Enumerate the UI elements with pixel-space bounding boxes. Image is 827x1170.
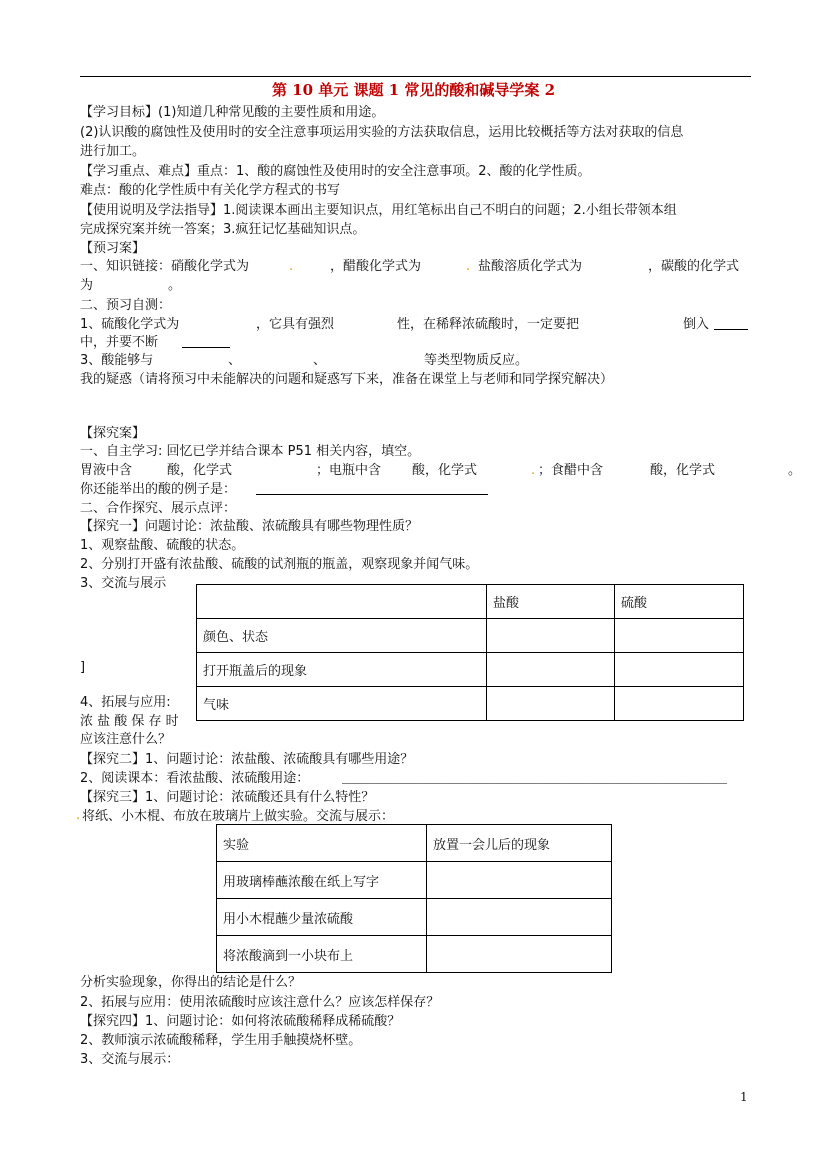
goal-line-1: 【学习目标】(1)知道几种常见酸的主要性质和用途。: [80, 105, 385, 120]
bracket-mark: ]: [80, 660, 86, 675]
goal-line-3: 进行加工。: [80, 144, 146, 159]
q1-pour-blank[interactable]: [714, 316, 748, 330]
q1-stir-label: 中，并要不断: [80, 335, 159, 350]
extension-line-2: 浓 盐 酸 保 存 时: [80, 714, 179, 729]
table-row-label: 将浓酸滴到一小块布上: [217, 936, 427, 973]
link-label-carbonic: ，碳酸的化学式: [648, 259, 740, 274]
table-row-label: 用小木棍蘸少量浓硫酸: [217, 899, 427, 936]
vinegar-label: ；食醋中含: [538, 463, 604, 478]
gastric-formula-label: 酸，化学式: [167, 463, 233, 478]
explore2-heading: 【探究二】1、问题讨论：浓盐酸、浓硫酸具有哪些用途？: [80, 752, 414, 767]
physical-properties-table: [196, 584, 744, 721]
q1-dilute-label: 性，在稀释浓硫酸时，一定要把: [397, 317, 580, 332]
analyze-line: 分析实验现象，你得出的结论是什么？: [80, 975, 302, 990]
table-cell[interactable]: [427, 936, 612, 973]
difficulty-line: 难点：酸的化学性质中有关化学方程式的书写: [80, 183, 341, 198]
self-study-line: 一、自主学习: 回忆已学并结合课本 P51 相关内容，填空。: [80, 444, 421, 459]
acid-period: 。: [788, 463, 802, 478]
table-cell[interactable]: [615, 653, 744, 687]
goal-line-2: (2)认识酸的腐蚀性及使用时的安全注意事项运用实验的方法获取信息，运用比较概括等方法对获取的信息: [80, 125, 684, 140]
q1-formula-label: 1、硫酸化学式为: [80, 317, 180, 332]
link-period: 。: [168, 278, 182, 293]
selftest-heading: 二、预习自测：: [80, 298, 172, 313]
table-header-empty: [197, 585, 487, 619]
table-row-label: 打开瓶盖后的现象: [197, 653, 487, 687]
mark-dot: .: [531, 463, 536, 478]
mark-dot: .: [466, 259, 471, 274]
doubt-line: 我的疑惑（请将预习中未能解决的问题和疑惑写下来，准备在课堂上与老师和同学探究解决）: [80, 372, 614, 387]
other-acid-label: 你还能举出的酸的例子是：: [80, 482, 237, 497]
vinegar-formula-label: 酸，化学式: [650, 463, 716, 478]
table-row-label: 气味: [197, 687, 487, 721]
table-cell[interactable]: [487, 687, 615, 721]
extension-usage-line: 2、拓展与应用：使用浓硫酸时应该注意什么？应该怎样保存？: [80, 995, 440, 1010]
q3-sep-2: 、: [313, 353, 327, 368]
explore2-step2: 2、阅读课本：看浓盐酸、浓硫酸用途：: [80, 771, 310, 786]
q1-stir-blank[interactable]: [182, 334, 230, 348]
battery-label: ；电瓶中含: [316, 463, 382, 478]
q3-end: 等类型物质反应。: [424, 353, 529, 368]
usage-line-1: 【使用说明及学法指导】1.阅读课本画出主要知识点，用红笔标出自己不明白的问题；2.小组长带领本组: [80, 203, 677, 218]
table-header-phenomenon: 放置一会儿后的现象: [427, 825, 612, 862]
table-cell[interactable]: [487, 619, 615, 653]
link-label-for: 为: [80, 278, 94, 293]
sulfuric-experiment-table: [216, 824, 612, 973]
q1-property-label: ，它具有强烈: [256, 317, 335, 332]
table-cell[interactable]: [427, 862, 612, 899]
table-header-hcl: 盐酸: [487, 585, 615, 619]
explore2-dash-line: ＿＿＿＿＿＿＿＿＿＿＿＿＿＿＿＿＿＿＿＿＿＿＿＿＿＿＿＿＿＿＿＿: [342, 771, 727, 786]
q3-sep-1: 、: [228, 353, 242, 368]
q3-label: 3、酸能够与: [80, 353, 154, 368]
page-title: 第 10 单元 课题 1 常见的酸和碱导学案 2: [271, 81, 556, 99]
table-cell[interactable]: [615, 687, 744, 721]
explore3-heading: 【探究三】1、问题讨论：浓硫酸还具有什么特性？: [80, 790, 375, 805]
table-row-label: 用玻璃棒蘸浓酸在纸上写字: [217, 862, 427, 899]
table-cell[interactable]: [427, 899, 612, 936]
explore4-step2: 2、教师演示浓硫酸稀释，学生用手触摸烧杯壁。: [80, 1033, 362, 1048]
link-label-hcl: 盐酸溶质化学式为: [478, 259, 583, 274]
coop-heading: 二、合作探究、展示点评：: [80, 501, 237, 516]
table-header-h2so4: 硫酸: [615, 585, 744, 619]
table-header-experiment: 实验: [217, 825, 427, 862]
explore4-heading: 【探究四】1、问题讨论：如何将浓硫酸稀释成稀硫酸？: [80, 1014, 401, 1029]
gastric-label: 胃液中含: [80, 463, 133, 478]
explore1-heading: 【探究一】问题讨论：浓盐酸、浓硫酸具有哪些物理性质？: [80, 519, 419, 534]
table-cell[interactable]: [487, 653, 615, 687]
link-label-acetic: ，醋酸化学式为: [330, 259, 422, 274]
extension-line-3: 应该注意什么？: [80, 732, 172, 747]
explore3-step2: 将纸、小木棍、布放在玻璃片上做实验。交流与展示：: [82, 809, 395, 824]
other-acid-blank[interactable]: [256, 481, 488, 495]
explore4-step3: 3、交流与展示：: [80, 1052, 180, 1067]
extension-line-1: 4、拓展与应用:: [80, 695, 171, 710]
preview-heading: 【预习案】: [80, 241, 146, 256]
explore1-step2: 2、分别打开盛有浓盐酸、硫酸的试剂瓶的瓶盖，观察现象并闻气味。: [80, 557, 479, 572]
usage-line-2: 完成探究案并统一答案；3.疯狂记忆基础知识点。: [80, 222, 366, 237]
explore1-step1: 1、观察盐酸、硫酸的状态。: [80, 538, 245, 553]
header-rule: [80, 76, 751, 77]
table-row-label: 颜色、状态: [197, 619, 487, 653]
explore-heading: 【探究案】: [80, 426, 146, 441]
battery-formula-label: 酸，化学式: [412, 463, 478, 478]
q1-pour-label: 倒入: [683, 317, 710, 332]
mark-dot: .: [289, 259, 294, 274]
explore1-step3: 3、交流与展示: [80, 576, 167, 591]
table-cell[interactable]: [615, 619, 744, 653]
link-label-nitric: 一、知识链接：硝酸化学式为: [80, 259, 250, 274]
key-points-line: 【学习重点、难点】重点：1、酸的腐蚀性及使用时的安全注意事项。2、酸的化学性质。: [80, 164, 591, 179]
page-number: 1: [740, 1090, 748, 1104]
mark-dot: .: [76, 808, 81, 823]
